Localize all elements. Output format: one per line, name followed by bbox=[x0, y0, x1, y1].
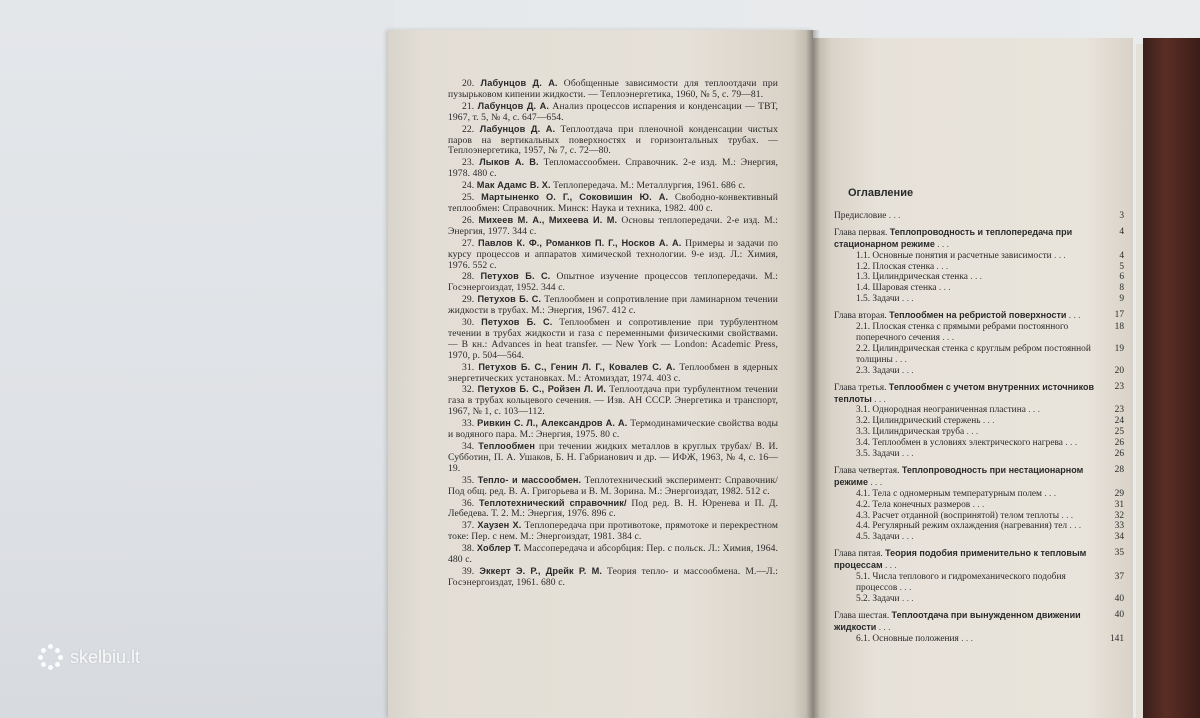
toc-page-number: 20 bbox=[1114, 365, 1124, 376]
toc-entry-text bbox=[856, 416, 1104, 427]
toc-entry-text bbox=[856, 594, 1104, 605]
toc-entry-title: 5.2. Задачи bbox=[856, 593, 900, 604]
toc-entry-text bbox=[856, 427, 1104, 438]
reference-text: Под ред. В. Н. Юренева и П. Д. Лебедева. Т. 2. М.: Энергия, 1976. 896 с. bbox=[448, 497, 778, 520]
toc-page-number: 6 bbox=[1119, 272, 1124, 283]
reference-authors: Лыков А. В. bbox=[479, 157, 539, 168]
reference-text: Термодинамические свойства воды и водяного пара. М.: Энергия, 1975. 80 с. bbox=[448, 418, 779, 441]
reference-item bbox=[448, 543, 778, 566]
toc-entry bbox=[834, 511, 1124, 522]
reference-text: Теплопередача при противотоке, прямотоке и перекрестном токе: Пер. с нем. М.: Энергоиздат, 1981. 384 с. bbox=[448, 520, 778, 543]
toc-chapter bbox=[834, 227, 1124, 251]
reference-item bbox=[448, 362, 778, 385]
reference-number: 25. bbox=[462, 192, 475, 204]
watermark bbox=[38, 644, 140, 670]
reference-text: Теплообмен и сопротивление при турбулентном течении в трубах жидкости и газа с переменными физическими свойствами. — В кн.: Advances in heat transfer. — New York — London: Academic Press, 1970, p. 504—564. bbox=[448, 317, 779, 361]
toc-page-number: 4 bbox=[1119, 226, 1124, 237]
reference-number: 27. bbox=[462, 237, 475, 249]
toc-entry-text bbox=[856, 283, 1104, 294]
toc-chapter-label: Глава четвертая. bbox=[834, 465, 900, 476]
toc-leader-dots: . . . bbox=[1067, 521, 1082, 532]
toc-leader-dots: . . . bbox=[1025, 405, 1040, 416]
toc-entry-text bbox=[856, 262, 1104, 273]
toc-entry-title: 1.5. Задачи bbox=[856, 294, 900, 305]
toc-entry-text bbox=[856, 344, 1104, 366]
reference-item bbox=[448, 271, 778, 294]
toc-leader-dots: . . . bbox=[980, 416, 995, 427]
toc-entry-title: 2.1. Плоская стенка с прямыми ребрами постоянного поперечного сечения bbox=[856, 322, 1069, 343]
toc-page-number: 40 bbox=[1114, 593, 1124, 604]
toc-chapter-title: Теплоотдача при вынужденном движении жидкости bbox=[834, 609, 1081, 632]
reference-text: Примеры и задачи по курсу процессов и аппаратов химической технологии. 9-е изд. Л.: Химия, 1976. 552 с. bbox=[448, 237, 779, 271]
reference-text: Обобщенные зависимости для теплоотдачи при пузырьковом кипении жидкости. — Теплоэнергетика, 1960, № 5, с. 79—81. bbox=[448, 78, 779, 100]
reference-item bbox=[448, 441, 778, 475]
toc-leader-dots: . . . bbox=[899, 365, 914, 376]
toc-page-number: 33 bbox=[1114, 521, 1124, 532]
toc-entry-title: 3.5. Задачи bbox=[856, 449, 900, 460]
toc-entry bbox=[834, 416, 1124, 427]
toc-page-number: 28 bbox=[1114, 464, 1124, 475]
toc-entry bbox=[834, 449, 1124, 460]
toc-chapter bbox=[834, 548, 1124, 572]
toc-entry-text bbox=[856, 634, 1104, 645]
reference-number: 37. bbox=[462, 520, 475, 532]
toc-page-number: 32 bbox=[1114, 510, 1124, 521]
toc-leader-dots: . . . bbox=[958, 633, 973, 644]
reference-text: Анализ процессов испарения и конденсации — ТВТ, 1967, т. 5, № 4, с. 647—654. bbox=[448, 100, 779, 123]
toc-leader-dots: . . . bbox=[886, 210, 901, 221]
reference-number: 38. bbox=[462, 543, 475, 555]
toc-entry-text bbox=[856, 532, 1104, 543]
reference-item bbox=[448, 317, 778, 362]
reference-number: 24. bbox=[462, 180, 475, 192]
reference-text: Опытное изучение процессов теплопередачи. М.: Госэнергоиздат, 1952. 344 с. bbox=[448, 271, 778, 294]
toc-leader-dots: . . . bbox=[899, 449, 914, 460]
toc-leader-dots: . . . bbox=[876, 622, 891, 633]
toc-entry-title: 2.3. Задачи bbox=[856, 365, 900, 376]
reference-number: 21. bbox=[462, 100, 475, 112]
reference-authors: Мак Адамс В. Х. bbox=[476, 180, 551, 191]
toc-entry bbox=[834, 438, 1124, 449]
toc-page-number: 25 bbox=[1114, 427, 1124, 438]
toc-entry-text bbox=[834, 227, 1104, 251]
reference-number: 34. bbox=[462, 441, 475, 452]
reference-item bbox=[448, 78, 778, 101]
toc-entry bbox=[834, 366, 1124, 377]
toc-entry-text bbox=[856, 405, 1104, 416]
reference-text: Теплоотдача при турбулентном течении газа в трубах кольцевого сечения. — Изв. АН СССР. Энергетика и транспорт, 1967, № 1, с. 103—112. bbox=[448, 384, 779, 418]
reference-item bbox=[448, 192, 778, 215]
toc-entry-title: 6.1. Основные положения bbox=[856, 633, 959, 644]
toc-entry-title: 5.1. Числа теплового и гидромеханического подобия процессов bbox=[856, 572, 1066, 593]
toc-leader-dots: . . . bbox=[897, 583, 912, 593]
reference-authors: Ривкин С. Л., Александров А. А. bbox=[477, 418, 628, 429]
reference-authors: Михеев М. А., Михеева И. М. bbox=[478, 214, 618, 225]
reference-item bbox=[448, 180, 778, 192]
reference-item bbox=[448, 475, 778, 498]
toc-entry-text bbox=[856, 572, 1104, 594]
reference-number: 28. bbox=[462, 271, 475, 283]
toc-entry-title: 3.2. Цилиндрический стержень bbox=[856, 416, 981, 427]
toc-chapter-label: Глава пятая. bbox=[834, 549, 883, 560]
toc-chapter bbox=[834, 610, 1124, 634]
watermark-text: skelbiu.lt bbox=[70, 646, 141, 667]
reference-number: 39. bbox=[462, 565, 475, 577]
toc-page-number: 3 bbox=[1119, 210, 1124, 221]
toc-entry bbox=[834, 500, 1124, 511]
references-list bbox=[448, 78, 778, 589]
toc-page-number: 8 bbox=[1119, 283, 1124, 294]
reference-authors: Петухов Б. С., Генин Л. Г., Ковалев С. А. bbox=[478, 361, 676, 372]
toc-chapter-title: Теплообмен на ребристой поверхности bbox=[889, 310, 1067, 321]
reference-item bbox=[448, 124, 778, 158]
toc-leader-dots: . . . bbox=[967, 272, 982, 283]
toc-leader-dots: . . . bbox=[899, 593, 914, 604]
toc-page-number: 34 bbox=[1114, 532, 1124, 543]
reference-number: 33. bbox=[462, 418, 475, 430]
reference-text: Свободно-конвективный теплообмен: Справочник. Минск: Наука и техника, 1982. 400 с. bbox=[448, 192, 779, 214]
book-cover bbox=[1143, 38, 1200, 718]
reference-item bbox=[448, 418, 778, 441]
toc-leader-dots: . . . bbox=[964, 427, 979, 438]
toc-entry bbox=[834, 405, 1124, 416]
reference-authors: Петухов Б. С. bbox=[481, 317, 553, 328]
toc-leader-dots: . . . bbox=[934, 261, 949, 272]
reference-authors: Хоблер Т. bbox=[476, 543, 522, 554]
toc-entry-text bbox=[856, 322, 1104, 344]
reference-authors: Хаузен Х. bbox=[477, 520, 522, 531]
toc-entry-text bbox=[856, 500, 1104, 511]
reference-authors: Павлов К. Ф., Романков П. Г., Носков А. А. bbox=[477, 237, 682, 248]
toc-leader-dots: . . . bbox=[882, 561, 897, 572]
toc-chapter bbox=[834, 310, 1124, 322]
toc-page-number: 17 bbox=[1114, 310, 1124, 321]
toc-entry-title: Предисловие bbox=[834, 210, 887, 221]
reference-number: 32. bbox=[462, 384, 475, 396]
toc-leader-dots: . . . bbox=[936, 283, 951, 294]
reference-item bbox=[448, 520, 778, 543]
toc-chapter bbox=[834, 465, 1124, 489]
toc-entry bbox=[834, 272, 1124, 283]
reference-authors: Петухов Б. С., Ройзен Л. И. bbox=[477, 384, 606, 395]
toc-page-number: 18 bbox=[1114, 322, 1124, 333]
toc-leader-dots: . . . bbox=[867, 477, 883, 488]
watermark-logo-icon bbox=[38, 644, 64, 670]
reference-number: 35. bbox=[462, 474, 475, 486]
toc-page-number: 5 bbox=[1119, 261, 1124, 272]
toc-entry-title: 4.2. Тела конечных размеров bbox=[856, 499, 971, 510]
toc-entry-title: 3.1. Однородная неограниченная пластина bbox=[856, 405, 1026, 416]
toc-entry bbox=[834, 594, 1124, 605]
toc-page-number: 19 bbox=[1114, 343, 1124, 354]
toc-entry-title: 1.4. Шаровая стенка bbox=[856, 283, 937, 294]
reference-text: Тепломассообмен. Справочник. 2-е изд. М.: Энергия, 1978. 480 с. bbox=[448, 157, 779, 180]
reference-number: 30. bbox=[462, 317, 475, 329]
toc-entry bbox=[834, 572, 1124, 594]
toc-entry bbox=[834, 521, 1124, 532]
reference-text: Теория тепло- и массообмена. М.—Л.: Госэнергоиздат, 1961. 680 с. bbox=[448, 565, 779, 588]
toc-entry-text bbox=[856, 449, 1104, 460]
toc-page-number: 24 bbox=[1114, 416, 1124, 427]
toc-leader-dots: . . . bbox=[970, 499, 985, 510]
toc-entry-text bbox=[856, 489, 1104, 500]
reference-authors: Петухов Б. С. bbox=[480, 271, 551, 282]
reference-authors: Эккерт Э. Р., Дрейк Р. М. bbox=[479, 565, 603, 576]
toc-page-number: 37 bbox=[1114, 572, 1124, 583]
reference-authors: Лабунцов Д. А. bbox=[480, 78, 558, 88]
toc-page-number: 35 bbox=[1114, 548, 1124, 559]
toc-leader-dots: . . . bbox=[1062, 438, 1078, 449]
toc-entry-text bbox=[834, 310, 1104, 322]
toc-page-number: 23 bbox=[1114, 405, 1124, 416]
reference-text: Основы теплопередачи. 2-е изд. М.: Энергия, 1977. 344 с. bbox=[448, 214, 778, 237]
toc-chapter bbox=[834, 382, 1124, 406]
reference-item bbox=[448, 238, 778, 272]
reference-text: при течении жидких металлов в круглых трубах/ В. И. Субботин, П. А. Ушаков, Б. Н. Габрианович и др. — ИФЖ, 1963, № 4, с. 16—19. bbox=[448, 441, 779, 474]
toc-chapter-title: Теория подобия применительно к тепловым процессам bbox=[834, 548, 1087, 571]
toc-chapter-title: Теплопроводность и теплопередача при стационарном режиме bbox=[834, 226, 1073, 249]
toc-entry bbox=[834, 489, 1124, 500]
toc-leader-dots: . . . bbox=[1041, 488, 1057, 499]
toc-entry-text bbox=[834, 465, 1104, 489]
toc-entry bbox=[834, 251, 1124, 262]
toc-entry-title: 4.5. Задачи bbox=[856, 532, 900, 543]
reference-text: Теплопередача. М.: Металлургия, 1961. 686 с. bbox=[553, 180, 746, 192]
toc-entry-text bbox=[834, 610, 1104, 634]
toc-leader-dots: . . . bbox=[899, 294, 914, 305]
toc-leader-dots: . . . bbox=[871, 394, 886, 405]
reference-authors: Тепло- и массообмен. bbox=[477, 474, 582, 485]
reference-item bbox=[448, 157, 778, 180]
toc-entry-text bbox=[856, 294, 1104, 305]
toc-entry-text bbox=[834, 548, 1104, 572]
toc-page-number: 9 bbox=[1119, 294, 1124, 305]
toc-entry-title: 1.2. Плоская стенка bbox=[856, 261, 935, 272]
toc-entry-text bbox=[856, 272, 1104, 283]
toc-entry-text bbox=[856, 251, 1104, 262]
reference-text: Теплоотдача при пленочной конденсации чистых паров на вертикальных поверхностях и горизонтальных трубах. — Теплоэнергетика, 1957, № 7, с. 72—80. bbox=[448, 123, 779, 157]
toc-page-number: 31 bbox=[1114, 499, 1124, 510]
reference-item bbox=[448, 566, 778, 589]
reference-number: 23. bbox=[462, 157, 475, 169]
toc-entry bbox=[834, 344, 1124, 366]
toc-page-number: 4 bbox=[1119, 250, 1124, 261]
toc-entry-title: 4.4. Регулярный режим охлаждения (нагревания) тел bbox=[856, 521, 1068, 532]
reference-authors: Лабунцов Д. А. bbox=[479, 123, 556, 134]
toc-entry bbox=[834, 294, 1124, 305]
reference-item bbox=[448, 215, 778, 238]
toc-entry-text bbox=[834, 382, 1104, 406]
toc-page-number: 26 bbox=[1114, 449, 1124, 460]
reference-text: Массопередача и абсорбция: Пер. с польск. Л.: Химия, 1964. 480 с. bbox=[448, 543, 778, 566]
toc-chapter-label: Глава вторая. bbox=[834, 311, 887, 322]
toc-leader-dots: . . . bbox=[1059, 510, 1074, 521]
toc-entry bbox=[834, 322, 1124, 344]
toc-entry-text bbox=[856, 511, 1104, 522]
toc-entry-title: 2.2. Цилиндрическая стенка с круглым ребром постоянной толщины bbox=[856, 343, 1091, 365]
toc-page-number: 40 bbox=[1114, 609, 1124, 620]
reference-number: 22. bbox=[462, 123, 475, 135]
reference-authors: Мартыненко О. Г., Соковишин Ю. А. bbox=[481, 192, 669, 203]
toc-leader-dots: . . . bbox=[940, 332, 955, 343]
toc-title: Оглавление bbox=[848, 187, 914, 199]
reference-text: Теплообмен и сопротивление при ламинарном течении жидкости в трубах. М.: Энергия, 1967. 412 с. bbox=[448, 294, 779, 317]
toc-chapter-title: Теплопроводность при нестационарном режиме bbox=[834, 464, 1084, 487]
reference-authors: Теплотехнический справочник/ bbox=[479, 497, 627, 508]
toc-entry-title: 3.4. Теплообмен в условиях электрического нагрева bbox=[856, 438, 1063, 449]
toc-entry bbox=[834, 427, 1124, 438]
toc-leader-dots: . . . bbox=[1051, 250, 1066, 261]
reference-item bbox=[448, 498, 778, 521]
reference-item bbox=[448, 101, 778, 124]
toc-page-number: 23 bbox=[1114, 381, 1124, 392]
toc-entry bbox=[834, 211, 1124, 222]
reference-item bbox=[448, 384, 778, 418]
toc-page-number: 29 bbox=[1114, 488, 1124, 499]
toc-entry bbox=[834, 262, 1124, 273]
reference-authors: Теплообмен bbox=[478, 441, 535, 451]
toc-entry bbox=[834, 634, 1124, 645]
toc-entry-text bbox=[856, 366, 1104, 377]
reference-authors: Лабунцов Д. А. bbox=[477, 100, 550, 111]
toc-rows bbox=[834, 211, 1124, 645]
reference-authors: Петухов Б. С. bbox=[477, 294, 542, 305]
toc-entry-title: 4.1. Тела с одномерным температурным полем bbox=[856, 488, 1042, 499]
background-left bbox=[0, 0, 395, 718]
toc-entry-text bbox=[834, 211, 1104, 222]
reference-number: 26. bbox=[462, 214, 475, 226]
toc-entry bbox=[834, 283, 1124, 294]
reference-number: 20. bbox=[462, 78, 475, 89]
toc-entry-title: 4.3. Расчет отданной (воспринятой) телом теплоты bbox=[856, 510, 1060, 521]
toc-entry-title: 1.1. Основные понятия и расчетные зависимости bbox=[856, 250, 1052, 261]
toc-leader-dots: . . . bbox=[892, 354, 907, 365]
toc-leader-dots: . . . bbox=[899, 532, 914, 543]
toc-entry-text bbox=[856, 521, 1104, 532]
toc-page-number: 26 bbox=[1114, 438, 1124, 449]
toc-leader-dots: . . . bbox=[1066, 311, 1081, 322]
toc-chapter-label: Глава шестая. bbox=[834, 610, 890, 621]
reference-number: 29. bbox=[462, 294, 475, 306]
reference-number: 31. bbox=[462, 361, 475, 373]
toc-leader-dots: . . . bbox=[934, 239, 949, 250]
toc-chapter-label: Глава первая. bbox=[834, 227, 888, 238]
table-of-contents bbox=[834, 188, 1124, 645]
reference-item bbox=[448, 294, 778, 317]
reference-number: 36. bbox=[462, 497, 475, 509]
book-gutter bbox=[806, 30, 820, 718]
toc-page-number: 141 bbox=[1109, 633, 1124, 644]
toc-entry-title: 1.3. Цилиндрическая стенка bbox=[856, 272, 968, 283]
toc-chapter-title: Теплообмен с учетом внутренних источников теплоты bbox=[834, 381, 1094, 404]
toc-entry bbox=[834, 532, 1124, 543]
toc-chapter-label: Глава третья. bbox=[834, 382, 887, 393]
reference-text: Теплообмен в ядерных энергетических установках. М.: Атомиздат, 1974. 403 с. bbox=[448, 361, 778, 384]
toc-entry-text bbox=[856, 438, 1104, 449]
toc-entry-title: 3.3. Цилиндрическая труба bbox=[856, 427, 965, 438]
reference-text: Теплотехнический эксперимент: Справочник/ Под общ. ред. В. А. Григорьева и В. М. Зорина. М.: Энергоиздат, 1982. 512 с. bbox=[448, 474, 778, 497]
